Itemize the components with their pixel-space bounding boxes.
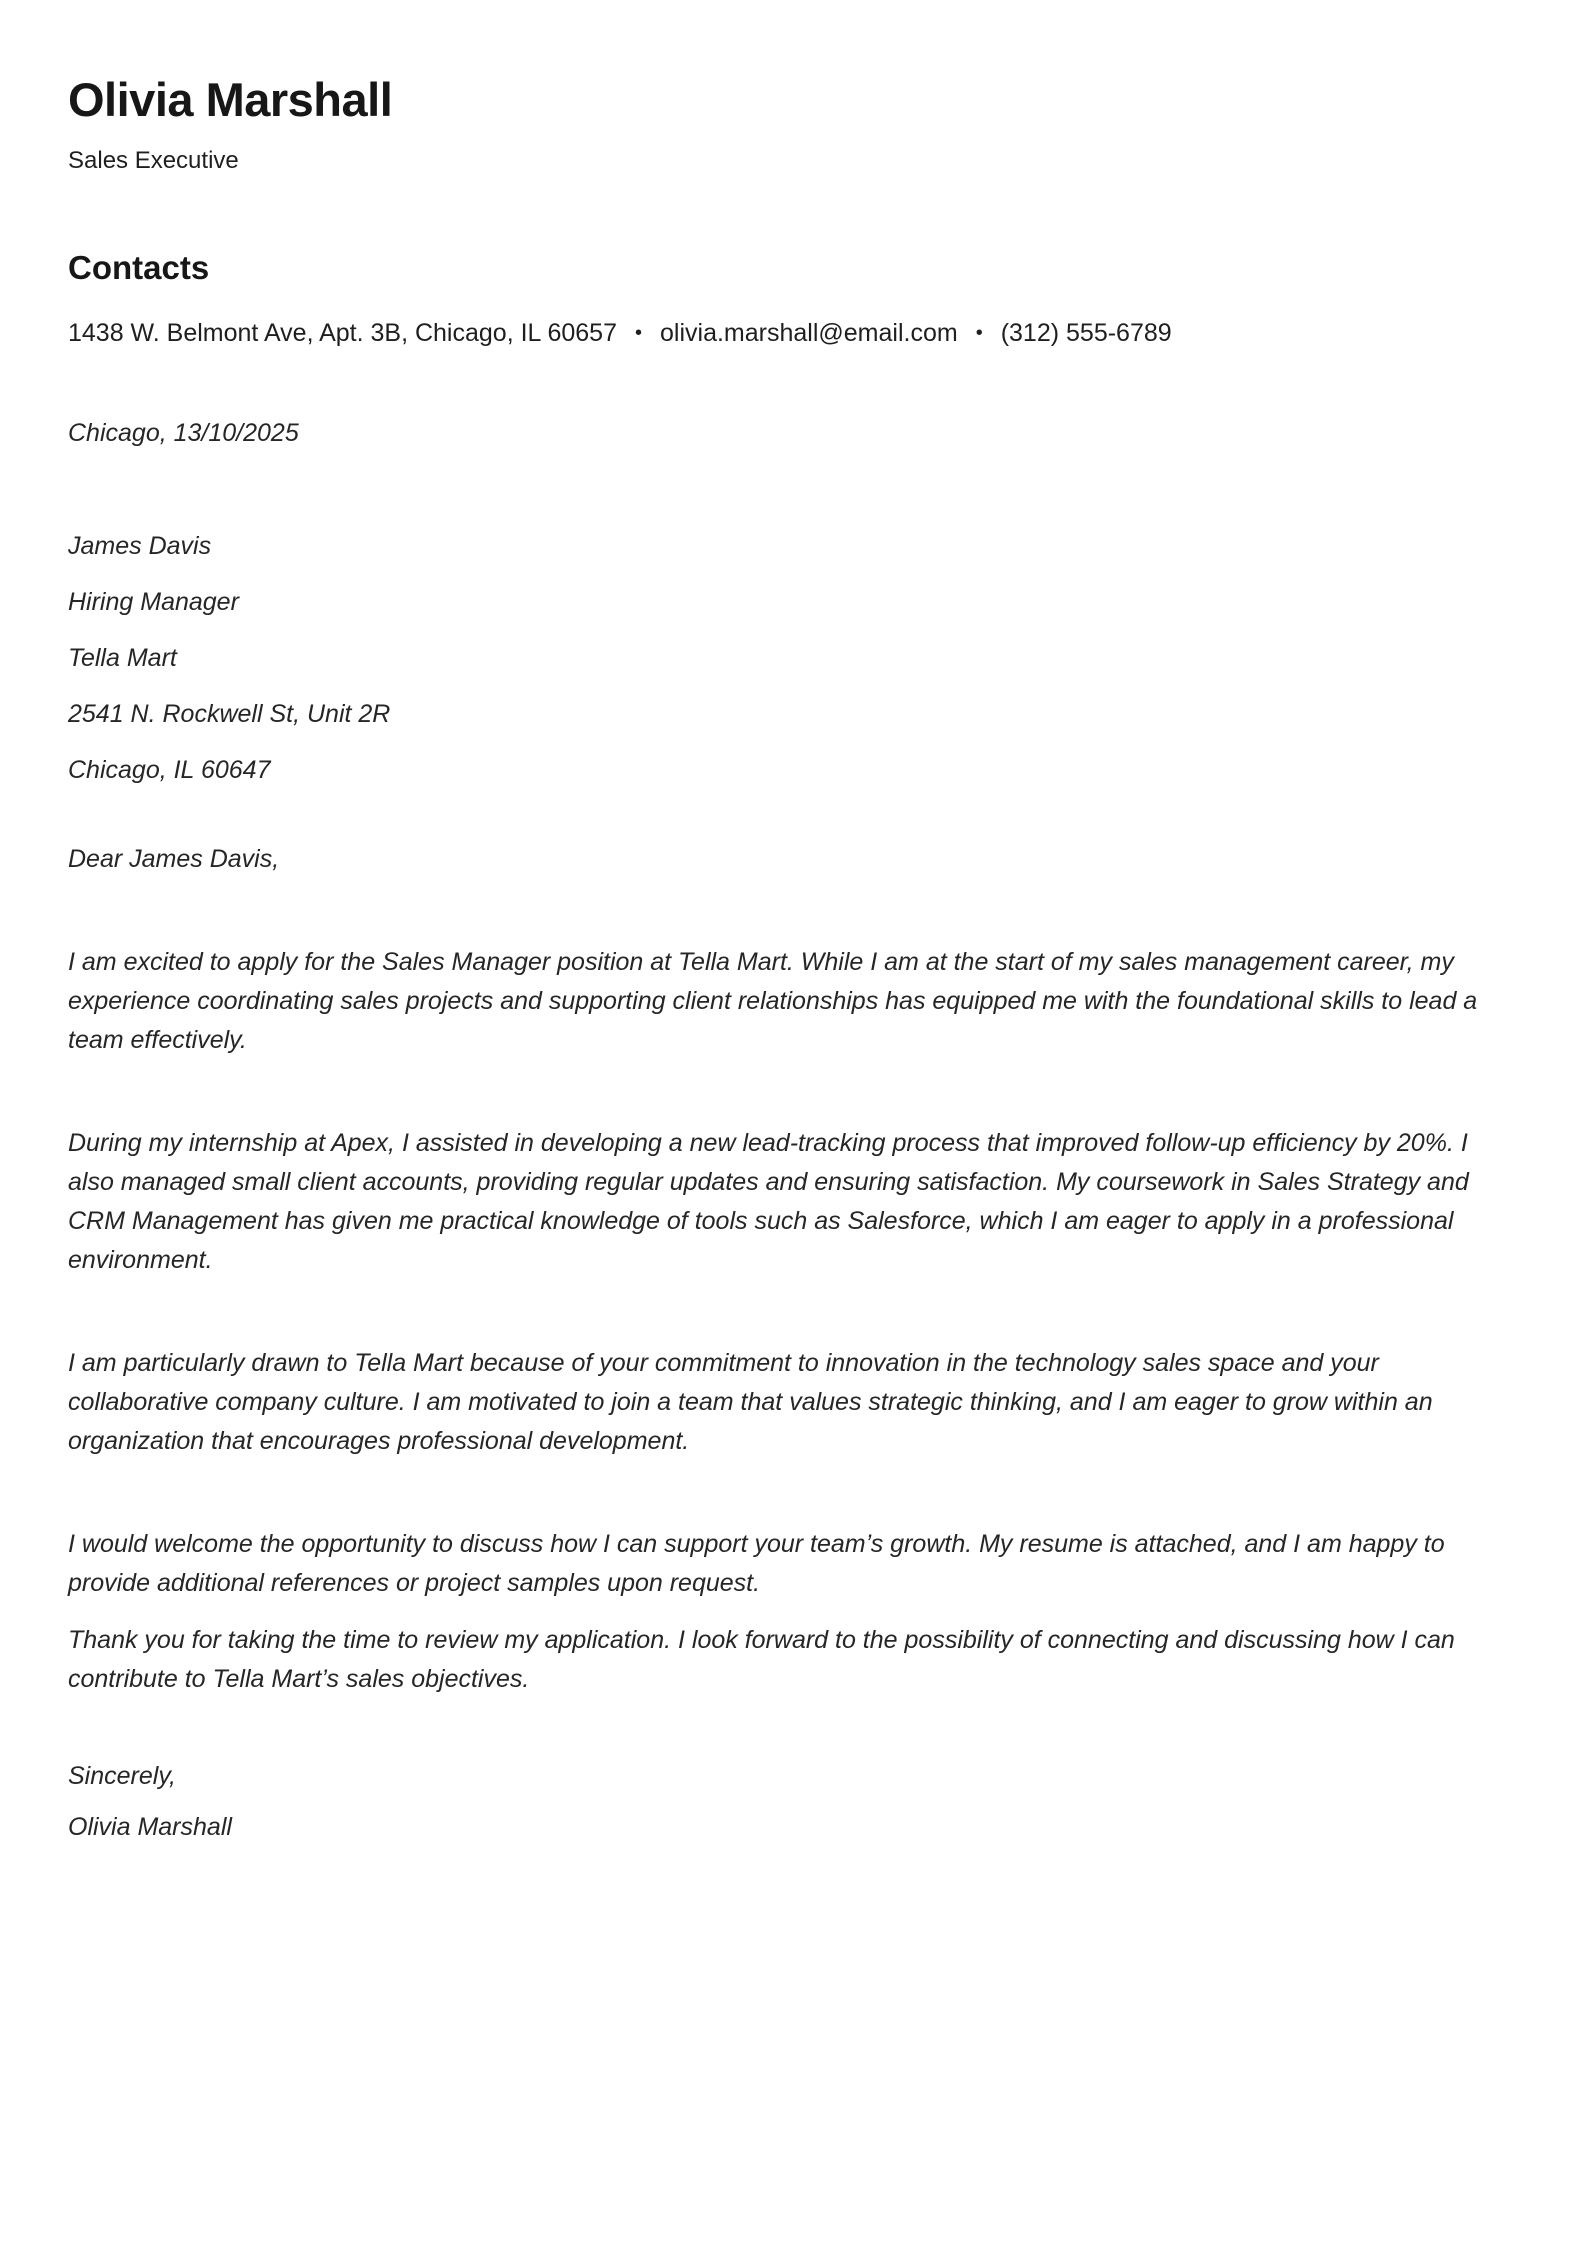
letter-body	[68, 414, 1520, 1847]
recipient-company: Tella Mart	[68, 644, 177, 672]
contact-phone: (312) 555-6789	[1000, 319, 1172, 347]
date-line: Chicago, 13/10/2025	[68, 419, 299, 447]
applicant-job-title: Sales Executive	[68, 147, 239, 174]
salutation: Dear James Davis,	[68, 845, 280, 873]
contact-line	[68, 319, 1520, 348]
bullet-separator: •	[975, 322, 983, 344]
paragraph-intro: I am excited to apply for the Sales Manager position at Tella Mart. While I am at the start of my sales management career, my experience coordinating sales projects and supporting client relationships has equipped me with the foundational skills to lead a team effectively.	[68, 948, 1478, 1054]
recipient-role: Hiring Manager	[68, 588, 239, 616]
paragraph-invitation: I would welcome the opportunity to discuss how I can support your team’s growth. My resume is attached, and I am happy to provide additional references or project samples upon request.	[68, 1530, 1445, 1597]
recipient-city: Chicago, IL 60647	[68, 756, 271, 784]
paragraph-experience: During my internship at Apex, I assisted in developing a new lead-tracking process that improved follow-up efficiency by 20%. I also managed small client accounts, providing regular updates and ensuring satisfaction. My coursework in Sales Strategy and CRM Management has given me practical knowledge of tools such as Salesforce, which I am eager to apply in a professional environment.	[68, 1129, 1469, 1274]
recipient-street: 2541 N. Rockwell St, Unit 2R	[68, 700, 391, 728]
contacts-heading: Contacts	[68, 249, 210, 286]
applicant-name: Olivia Marshall	[68, 73, 393, 126]
paragraph-thanks: Thank you for taking the time to review my application. I look forward to the possibility of connecting and discussing how I can contribute to Tella Mart’s sales objectives.	[68, 1626, 1455, 1693]
signature: Olivia Marshall	[68, 1813, 232, 1841]
closing: Sincerely,	[68, 1762, 176, 1790]
recipient-block	[68, 527, 1520, 790]
paragraph-motivation: I am particularly drawn to Tella Mart because of your commitment to innovation in the technology sales space and your collaborative company culture. I am motivated to join a team that values strategic thinking, and I am eager to grow within an organization that encourages professional development.	[68, 1349, 1433, 1455]
bullet-separator: •	[634, 322, 642, 344]
contact-email: olivia.marshall@email.com	[660, 319, 958, 347]
contact-address: 1438 W. Belmont Ave, Apt. 3B, Chicago, IL 60657	[68, 319, 617, 347]
recipient-name: James Davis	[68, 532, 212, 560]
